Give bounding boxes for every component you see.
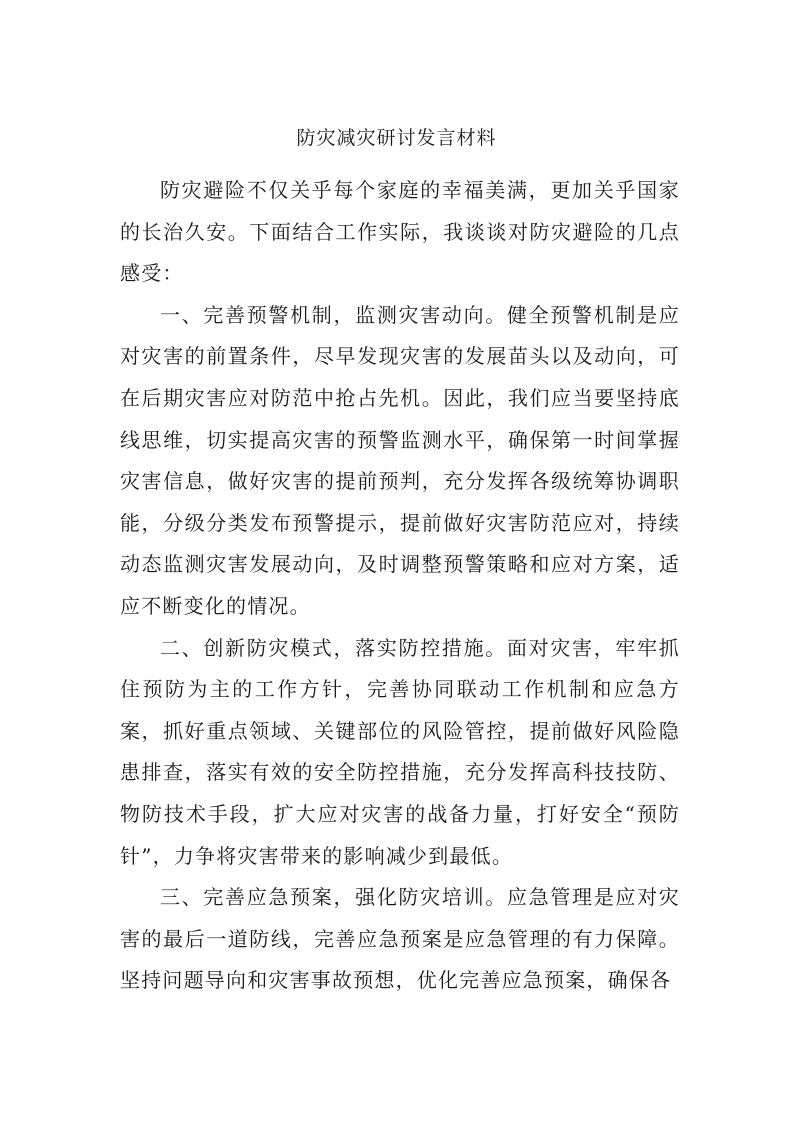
paragraph-emergency-plan: 三、完善应急预案，强化防灾培训。应急管理是应对灾害的最后一道防线，完善应急预案是应急管理的有力保障。坚持问题导向和灾害事故预想，优化完善应急预案，确保各 [120,885,680,993]
paragraph-prevention-mode: 二、创新防灾模式，落实防控措施。面对灾害，牢牢抓住预防为主的工作方针，完善协同联动工作机制和应急方案，抓好重点领域、关键部位的风险管控，提前做好风险隐患排查，落实有效的安全防控措施，充分发挥高科技技防、物防技术手段，扩大应对灾害的战备力量，打好安全“预防针”，力争将灾害带来的影响减少到最低。 [120,635,680,868]
document-title: 防灾减灾研讨发言材料 [296,127,497,149]
paragraph-intro: 防灾避险不仅关乎每个家庭的幸福美满，更加关乎国家的长治久安。下面结合工作实际，我谈谈对防灾避险的几点感受： [120,178,680,286]
document-body [120,170,680,1002]
paragraph-warning-mechanism: 一、完善预警机制，监测灾害动向。健全预警机制是应对灾害的前置条件，尽早发现灾害的发展苗头以及动向，可在后期灾害应对防范中抢占先机。因此，我们应当要坚持底线思维，切实提高灾害的预警监测水平，确保第一时间掌握灾害信息，做好灾害的提前预判，充分发挥各级统筹协调职能，分级分类发布预警提示，提前做好灾害防范应对，持续动态监测灾害发展动向，及时调整预警策略和应对方案，适应不断变化的情况。 [120,302,680,618]
